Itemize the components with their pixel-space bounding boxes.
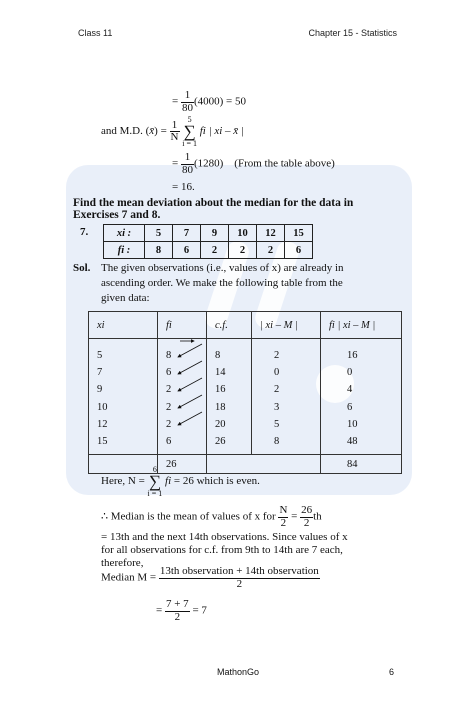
exercise-table (103, 224, 313, 259)
exercise-cell: 12 (257, 225, 285, 242)
footer-brand: MathonGo (217, 667, 260, 677)
exercise-cell: 10 (229, 225, 257, 242)
median-eq-lhs: Median M = (101, 571, 157, 584)
header-xi: xi (89, 312, 158, 339)
eq2-fraction (170, 120, 180, 144)
cell-xi: 7 (97, 367, 103, 379)
cell-xi: 9 (97, 384, 103, 396)
exercise-cell: 15 (285, 225, 313, 242)
exercise-cell: 2 (201, 242, 229, 259)
cell-fi: 2 (166, 418, 172, 430)
exercise-cell: 2 (257, 242, 285, 259)
column-dev (252, 339, 321, 455)
value-den: 2 (303, 516, 310, 529)
cell-dev: 3 (274, 401, 280, 413)
here-term: fi (165, 475, 172, 488)
median-line-4: therefore, (101, 557, 144, 569)
here-sum-top: 6 (152, 465, 157, 474)
cell-fi: 6 (166, 367, 172, 379)
here-prefix: Here, N = (101, 475, 145, 488)
cell-fdev: 10 (347, 418, 358, 430)
median-val-prefix: = (156, 604, 163, 617)
exercise-cell: 2 (229, 242, 257, 259)
median-val-num: 7 + 7 (165, 598, 189, 610)
median-val-rest: = 7 (192, 604, 207, 617)
cell-fdev: 4 (347, 384, 353, 396)
median-value (156, 599, 207, 623)
question-line-1: Find the mean deviation about the median for the data in (73, 197, 354, 209)
median-val-den: 2 (174, 610, 181, 623)
eq3-note: (From the table above) (234, 157, 335, 170)
cell-dev: 2 (274, 384, 280, 396)
solution-line-3: given data: (101, 292, 150, 304)
value-num: 26 (301, 504, 313, 516)
eq3-den: 80 (181, 163, 193, 176)
exercise-cell: 5 (145, 225, 173, 242)
table-data-row (89, 339, 402, 455)
cell-cf: 16 (215, 384, 226, 396)
median-line-1-text: ∴ Median is the mean of values of x for (101, 510, 276, 523)
cell-fdev: 0 (347, 367, 353, 379)
median-eq-fraction (159, 566, 320, 590)
total-empty (252, 455, 321, 474)
total-fdev: 84 (321, 455, 402, 474)
cell-fi: 6 (166, 436, 172, 448)
n-fraction (278, 505, 288, 529)
eq2-xbar: x̄ (149, 125, 155, 138)
sigma-icon: ∑ (148, 471, 161, 491)
eq2-lhs-end: ) = (154, 125, 167, 138)
header-cf: c.f. (207, 312, 252, 339)
cell-dev: 8 (274, 436, 280, 448)
sigma-icon: ∑ (183, 121, 196, 141)
cell-fdev: 16 (347, 350, 358, 361)
exercise-label-x: xi : (104, 225, 145, 242)
median-val-fraction (165, 599, 190, 623)
cell-cf: 14 (215, 367, 226, 379)
cell-fi: 2 (166, 401, 172, 413)
cell-dev: 5 (274, 418, 280, 430)
frequency-table (88, 311, 402, 474)
median-line-2: = 13th and the next 14th observations. Since values of x (101, 531, 348, 543)
here-equation (101, 466, 260, 497)
cell-fdev: 6 (347, 401, 353, 413)
cell-dev: 2 (274, 350, 280, 361)
solution-line-1: The given observations (i.e., values of x) are already in (101, 262, 344, 274)
cell-cf: 20 (215, 418, 226, 430)
cell-cf: 26 (215, 436, 226, 448)
eq1-prefix: = (172, 95, 179, 108)
eq3-rest: (1280) (193, 157, 224, 170)
equation-1 (172, 90, 246, 114)
eq3-fraction (181, 152, 194, 176)
table-header-row (89, 312, 402, 339)
equation-3 (172, 152, 335, 176)
header-fi: fi (158, 312, 207, 339)
equation-4: = 16. (172, 181, 195, 193)
exercise-row-f (104, 242, 313, 259)
value-fraction (300, 505, 313, 529)
exercise-cell: 6 (285, 242, 313, 259)
cell-fi: 8 (166, 350, 172, 361)
exercise-cell: 6 (173, 242, 201, 259)
eq2-sum-top: 5 (187, 115, 192, 124)
header-fdev: fi | xi – M | (321, 312, 402, 339)
median-line-1 (101, 505, 322, 529)
column-fi (158, 339, 207, 455)
eq1-num: 1 (181, 90, 194, 103)
cell-fi: 2 (166, 384, 172, 396)
here-sum (148, 466, 163, 497)
column-cf (207, 339, 252, 455)
median-eq-sign: = (291, 510, 298, 523)
equation-2 (101, 116, 244, 147)
eq2-sum (182, 116, 197, 147)
eq2-num: 1 (170, 120, 180, 133)
cell-fdev: 48 (347, 436, 358, 448)
cell-dev: 0 (274, 367, 280, 379)
cell-xi: 10 (97, 401, 108, 413)
total-fi: 26 (158, 455, 207, 474)
cell-xi: 12 (97, 418, 108, 430)
eq2-lhs: and M.D. ( (101, 125, 150, 138)
page-number: 6 (389, 667, 395, 677)
n-den: 2 (280, 516, 287, 529)
exercise-cell: 9 (201, 225, 229, 242)
question-line-2: Exercises 7 and 8. (73, 209, 161, 221)
median-eq-num: 13th observation + 14th observation (159, 565, 319, 577)
eq3-num: 1 (181, 152, 194, 165)
cell-cf: 18 (215, 401, 226, 413)
cell-xi: 15 (97, 436, 108, 448)
median-th: th (313, 510, 322, 523)
solution-label: Sol. (73, 262, 91, 274)
eq2-sum-bottom: i = 1 (182, 138, 197, 148)
cell-cf: 8 (215, 350, 221, 361)
exercise-cell: 8 (145, 242, 173, 259)
here-rest: = 26 which is even. (173, 475, 260, 488)
eq3-prefix: = (172, 157, 179, 170)
header-class: Class 11 (78, 28, 113, 38)
exercise-number: 7. (80, 226, 89, 238)
column-xi (89, 339, 158, 455)
here-sum-bottom: i = 1 (147, 488, 163, 498)
solution-line-2: ascending order. We make the following table from the (101, 277, 343, 289)
n-num: N (279, 504, 288, 516)
median-eq-den: 2 (236, 577, 243, 590)
eq2-den: N (170, 131, 179, 144)
column-fdev (321, 339, 402, 455)
eq1-fraction (181, 90, 194, 114)
exercise-cell: 7 (173, 225, 201, 242)
eq1-rest: (4000) = 50 (193, 95, 246, 108)
eq1-den: 80 (181, 101, 193, 114)
cell-xi: 5 (97, 350, 103, 361)
exercise-label-f: fi : (104, 242, 145, 259)
eq2-term: fi | xi – x̄ | (199, 125, 244, 138)
median-line-3: for all observations for c.f. from 9th to 14th are 7 each, (101, 544, 343, 556)
exercise-row-x (104, 225, 313, 242)
header-chapter: Chapter 15 - Statistics (308, 28, 397, 38)
header-dev: | xi – M | (252, 312, 321, 339)
median-equation (101, 566, 320, 590)
